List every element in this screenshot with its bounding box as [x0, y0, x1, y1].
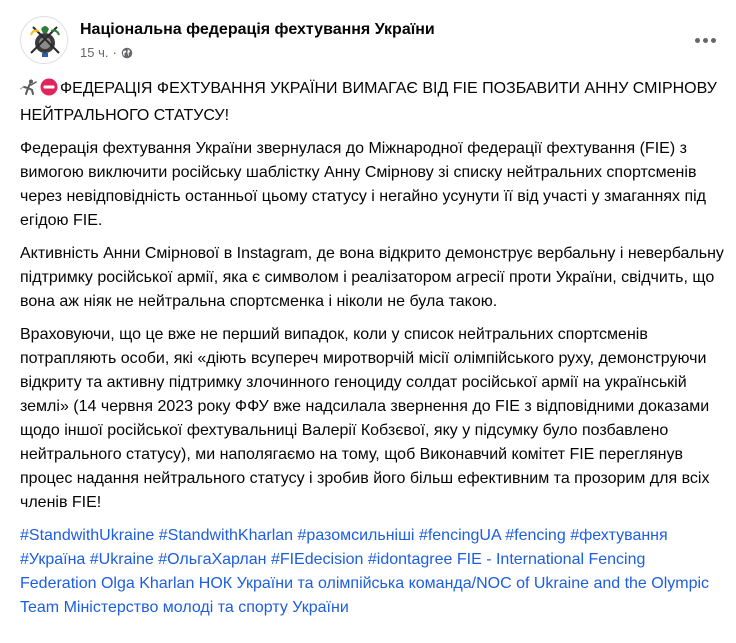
hashtag-link[interactable]: #StandwithUkraine — [20, 527, 155, 544]
hashtag-link[interactable]: #fencingUA — [418, 527, 501, 544]
hashtag-link[interactable]: #idontagree — [367, 551, 453, 568]
page-mention-link[interactable]: НОК України та олімпійська команда/NOC of Ukraine and the Olympic Team — [20, 575, 710, 616]
post-title: ФЕДЕРАЦІЯ ФЕХТУВАННЯ УКРАЇНИ ВИМАГАЄ ВІД FIE ПОЗБАВИТИ АННУ СМІРНОВУ НЕЙТРАЛЬНОГО СТАТУСУ! — [20, 80, 717, 124]
more-horizontal-icon[interactable] — [695, 30, 716, 50]
post-hashtags — [20, 524, 724, 620]
hashtag-link[interactable]: #ОльгаХарлан — [158, 551, 267, 568]
fencing-federation-logo-icon — [21, 17, 68, 64]
globe-icon[interactable] — [121, 47, 133, 59]
no-entry-icon — [40, 78, 58, 104]
post-time[interactable]: 15 ч. — [80, 45, 109, 60]
hashtag-link[interactable]: #Україна — [20, 551, 86, 568]
hashtag-link[interactable]: #FIEdecision — [270, 551, 364, 568]
page-name[interactable]: Національна федерація фехтування України — [80, 21, 435, 38]
avatar[interactable] — [20, 16, 68, 64]
post-header — [20, 16, 720, 66]
page-mention-link[interactable]: Міністерство молоді та спорту України — [63, 599, 349, 616]
page-mention-link[interactable]: FIE - International Fencing Federation — [20, 551, 646, 592]
hashtag-link[interactable]: #Ukraine — [89, 551, 154, 568]
post-meta — [80, 45, 133, 60]
post-paragraph-3: Враховуючи, що це вже не перший випадок, коли у список нейтральних спортсменів потрапляють особи, які «діють всупереч миротворчій місії олімпійського руху, демонструючи відкриту та активну підтримку злочинного геноциду солдат російської армії на українській землі» (14 червня 2023 року ФФУ вже надсилала звернення до FIE з відповідними доказами щодо іншої російської фехтувальниці Валерії Кобзєвої, яку у підсумку було позбавлено нейтрального статусу), ми наполягаємо на тому, щоб Виконавчий комітет FIE переглянув процес надання нейтрального статусу і зробив його більш ефективним та прозорим для всіх членів FIE! — [20, 326, 710, 511]
post-body — [20, 77, 724, 620]
page-mention-link[interactable]: Olga Kharlan — [100, 575, 195, 592]
hashtag-link[interactable]: #разомсильніші — [297, 527, 415, 544]
meta-separator: · — [112, 45, 117, 60]
post-paragraph-1: Федерація фехтування України звернулася до Міжнародної федерації фехтування (FIE) з вимогою виключити російську шаблістку Анну Смірнову зі списку нейтральних спортсменів через невідповідність останньої цьому статусу і негайно усунути її від участі у змаганнях під егідою FIE. — [20, 140, 707, 229]
fencer-icon — [20, 78, 38, 104]
hashtag-link[interactable]: #fencing — [505, 527, 566, 544]
post-paragraph-2: Активність Анни Смірнової в Instagram, де вона відкрито демонструє вербальну і невербальну підтримку російської армії, яка є символом і реалізатором агресії проти України, свідчить, що вона аж ніяк не нейтральна спортсменка і ніколи не була такою. — [20, 245, 724, 310]
post-title-line — [20, 77, 724, 128]
hashtag-link[interactable]: #фехтування — [570, 527, 668, 544]
hashtag-link[interactable]: #StandwithKharlan — [158, 527, 294, 544]
